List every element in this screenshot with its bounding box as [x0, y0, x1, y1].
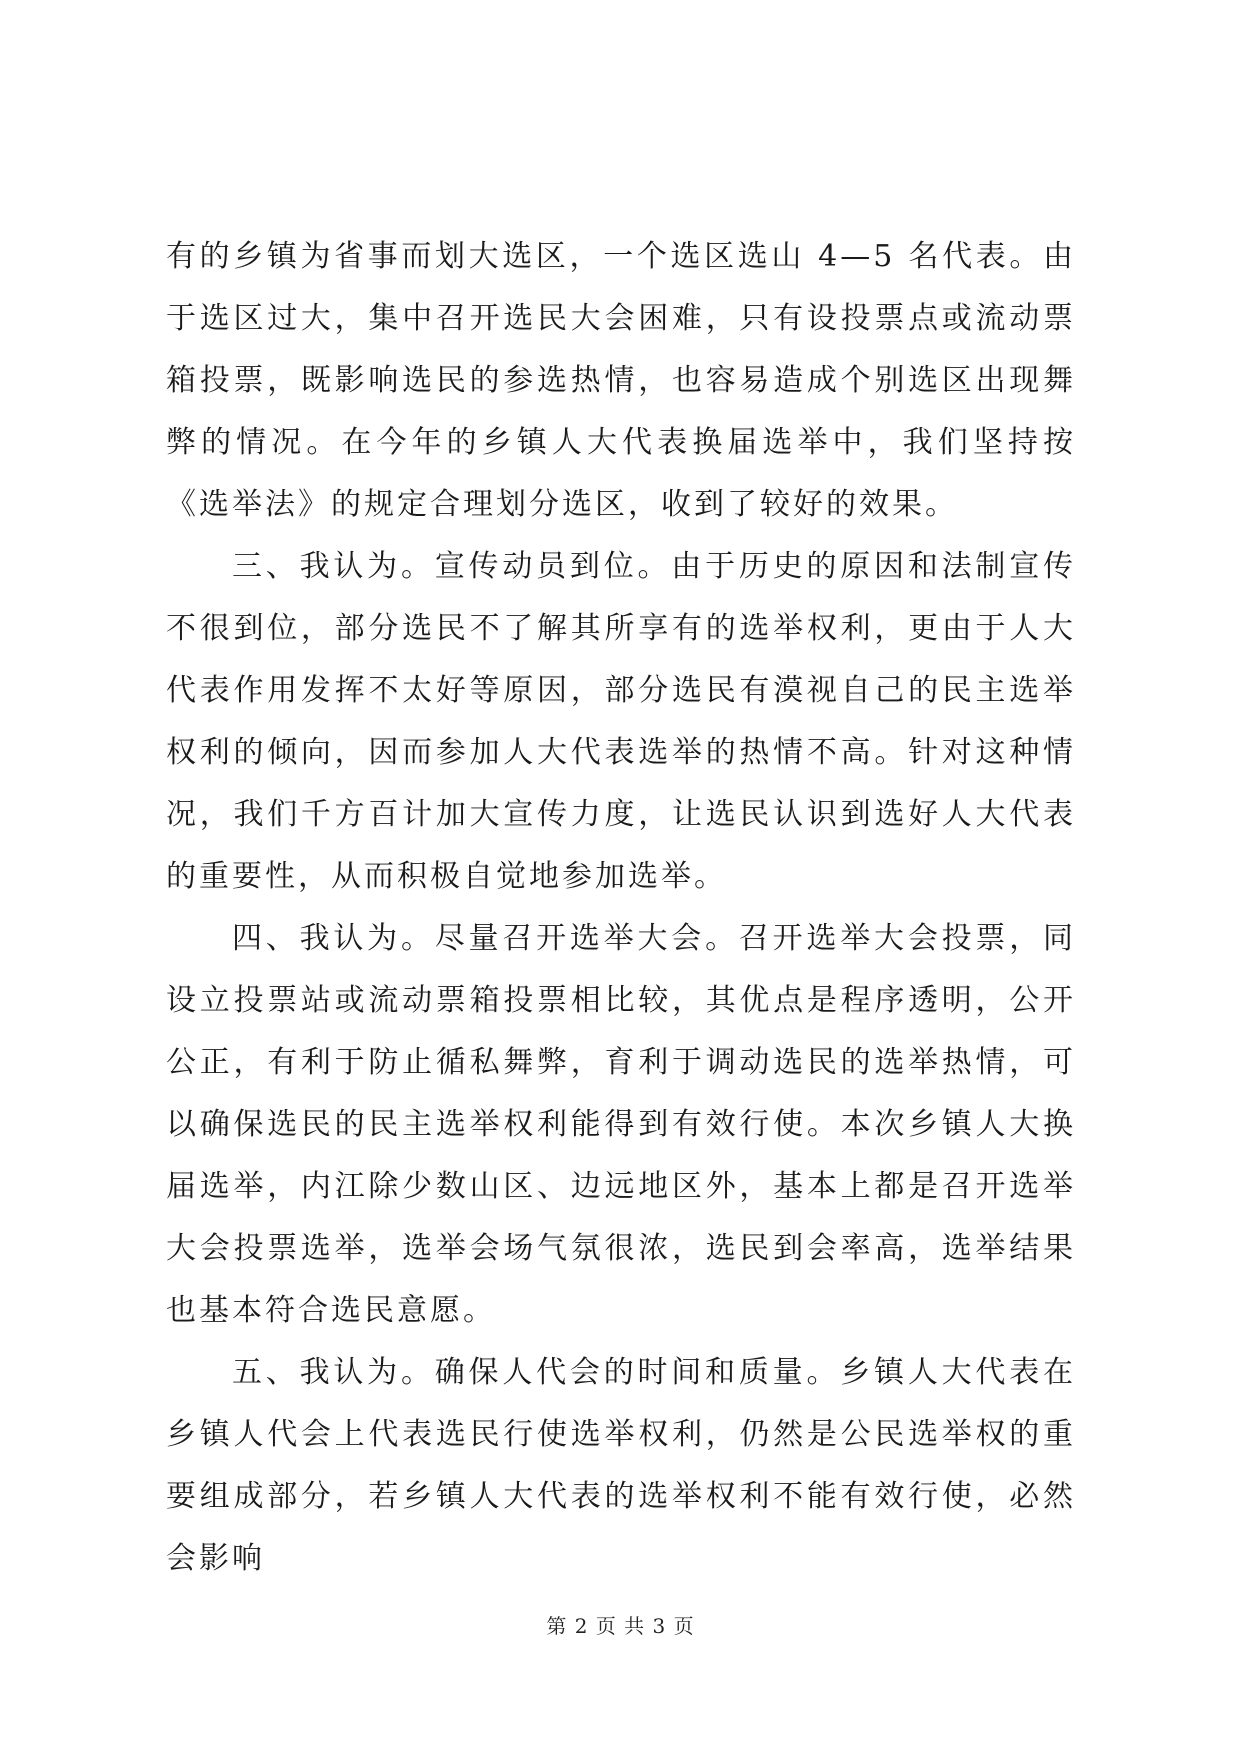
paragraph-4: 五、我认为。确保人代会的时间和质量。乡镇人大代表在乡镇人代会上代表选民行使选举权利，仍然是公民选举权的重要组成部分，若乡镇人大代表的选举权利不能有效行使，必然会影响	[166, 1355, 1076, 1576]
paragraph-3: 四、我认为。尽量召开选举大会。召开选举大会投票，同设立投票站或流动票箱投票相比较，其优点是程序透明，公开公正，有利于防止循私舞弊，育利于调动选民的选举热情，可以确保选民的民主选举权利能得到有效行使。本次乡镇人大换届选举，内江除少数山区、边远地区外，基本上都是召开选举大会投票选举，选举会场气氛很浓，选民到会率高，选举结果也基本符合选民意愿。	[166, 921, 1076, 1328]
paragraph-1: 有的乡镇为省事而划大选区，一个选区选山 4—5 名代表。由于选区过大，集中召开选民大会困难，只有设投票点或流动票箱投票，既影响选民的参选热情，也容易造成个别选区出现舞弊的情况。在今年的乡镇人大代表换届选举中，我们坚持按《选举法》的规定合理划分选区，收到了较好的效果。	[166, 239, 1076, 522]
paragraph-2: 三、我认为。宣传动员到位。由于历史的原因和法制宣传不很到位，部分选民不了解其所享有的选举权利，更由于人大代表作用发挥不太好等原因，部分选民有漠视自己的民主选举权利的倾向，因而参加人大代表选举的热情不高。针对这种情况，我们千方百计加大宣传力度，让选民认识到选好人大代表的重要性，从而积极自觉地参加选举。	[166, 549, 1076, 894]
page-number-footer: 第 2 页 共 3 页	[546, 1614, 695, 1638]
document-body	[166, 226, 1076, 1590]
